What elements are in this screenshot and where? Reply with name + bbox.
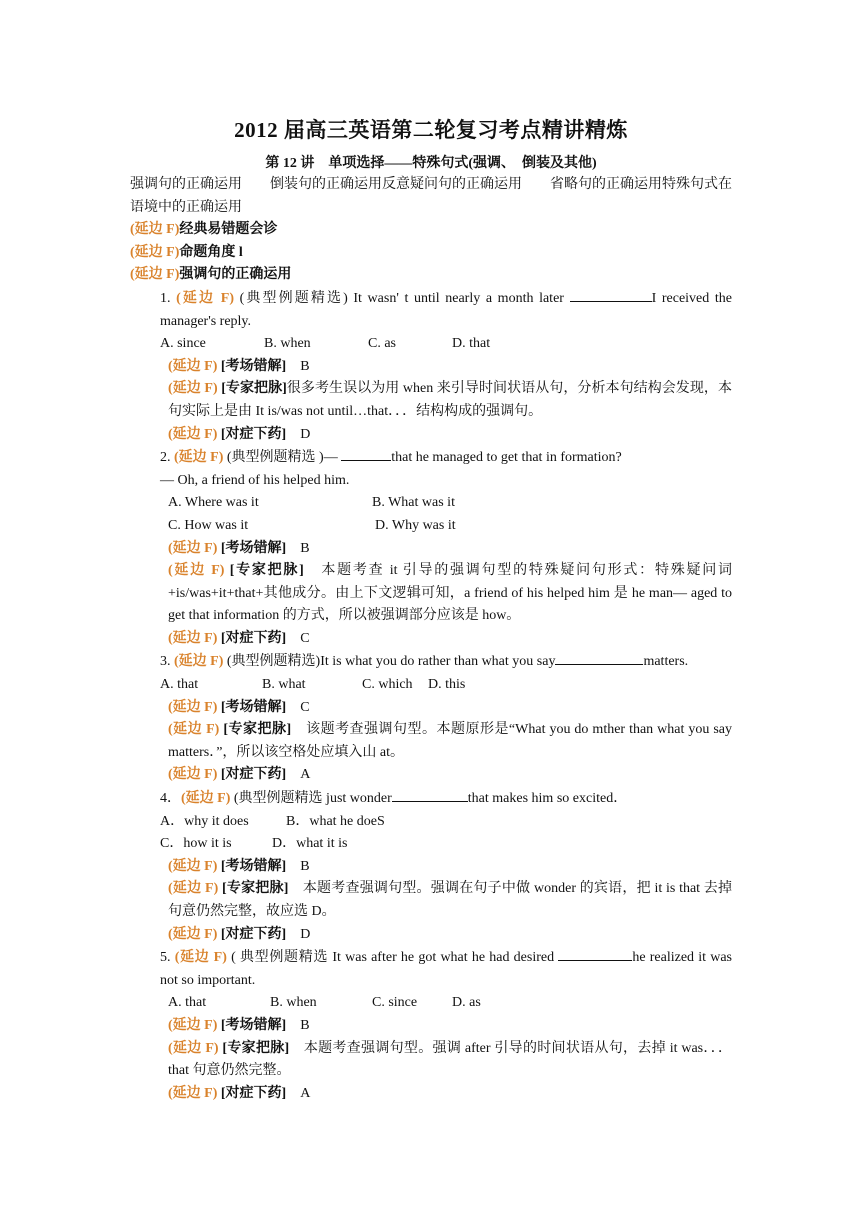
- question-2-stem: 2. (延边 F) (典型例题精选 )— that he managed to get that in formation?: [130, 446, 732, 470]
- answer-blank: [555, 650, 643, 665]
- question-5-answer: (延边 F) [对症下药] A: [168, 1085, 311, 1101]
- question-1-stem: 1. (延边 F) (典型例题精选) It wasn' t until nearly a month later I received the manager's reply.: [130, 287, 732, 333]
- lecture-subtitle: 第 12 讲 单项选择——特殊句式(强调、 倒装及其他): [265, 156, 597, 171]
- question-3-answer: (延边 F) [对症下药] A: [168, 767, 311, 783]
- question-4-options-row-1: A．why it does B．what he doeS: [160, 813, 385, 829]
- question-1-error: (延边 F) [考场错解] B: [168, 358, 310, 374]
- question-5-expert: (延边 F) [专家把脉] 本题考查强调句型。强调 after 引导的时间状语从句，去掉 it was．．．that 句意仍然完整。: [168, 1040, 733, 1079]
- question-5-error: (延边 F) [考场错解] B: [168, 1017, 310, 1033]
- question-1-expert: (延边 F) [专家把脉]很多考生误以为用 when 来引导时间状语从句，分析本句结构会发现，本句实际上是由 It is/was not until…that．．．结构构成的强调句。: [168, 381, 732, 419]
- answer-blank: [341, 446, 391, 461]
- question-3-options: A. that B. what C. which D. this: [160, 677, 466, 693]
- question-4-error: (延边 F) [考场错解] B: [168, 858, 310, 874]
- answer-blank: [558, 946, 632, 961]
- question-3-error: (延边 F) [考场错解] C: [168, 699, 310, 715]
- answer-blank: [392, 787, 468, 802]
- question-4-options-row-2: C．how it is D．what it is: [160, 836, 348, 852]
- question-1-answer: (延边 F) [对症下药] D: [168, 426, 311, 442]
- question-2-answer: (延边 F) [对症下药] C: [168, 630, 310, 646]
- question-5-options: A. that B. when C. since D. as: [168, 995, 481, 1011]
- question-5-stem: 5. (延边 F) ( 典型例题精选 It was after he got what he had desired he realized it was not so important.: [130, 946, 732, 992]
- question-1-options: A. since B. when C. as D. that: [160, 336, 491, 352]
- section-heading-classic: (延边 F)经典易错题会诊: [130, 222, 278, 238]
- source-tag: (延边 F): [130, 267, 180, 283]
- question-2-options-row-2: C. How was it D. Why was it: [168, 517, 456, 533]
- question-4-stem: 4．(延边 F) (典型例题精选 just wonder that makes him so excited．: [130, 787, 732, 811]
- question-3-expert: (延边 F) [专家把脉] 该题考查强调句型。本题原形是“What you do mther than what you say matters．”，所以该空格处应填入山 at。: [168, 722, 733, 760]
- section-heading-emphasis: (延边 F)强调句的正确运用: [130, 267, 292, 283]
- question-2-options-row-1: A. Where was it B. What was it: [168, 495, 455, 511]
- question-3-stem: 3. (延边 F) (典型例题精选)It is what you do rather than what you say matters.: [130, 650, 732, 674]
- intro-paragraph: 强调句的正确运用 倒装句的正确运用反意疑问句的正确运用 省略句的正确运用特殊句式在语境中的正确运用: [130, 177, 732, 215]
- section-heading-angle: (延边 F)命题角度 l: [130, 244, 243, 260]
- document-title: 2012 届高三英语第二轮复习考点精讲精炼: [234, 118, 628, 142]
- question-2-reply: — Oh, a friend of his helped him.: [160, 472, 350, 488]
- question-4-answer: (延边 F) [对症下药] D: [168, 926, 311, 942]
- source-tag: (延边 F): [130, 222, 180, 238]
- question-2-error: (延边 F) [考场错解] B: [168, 540, 310, 556]
- question-2-expert: (延边 F) [专家把脉] 本题考查 it 引导的强调句型的特殊疑问句形式：特殊疑问词+is/was+it+that+其他成分。由上下文逻辑可知，a friend of his helped him 是 he man— aged to get that information 的方式，所以被强调部分应该是 how。: [168, 563, 732, 624]
- document-body: [130, 174, 732, 1105]
- question-4-expert: (延边 F) [专家把脉] 本题考查强调句型。强调在句子中做 wonder 的宾语，把 it is that 去掉句意仍然完整，故应选 D。: [168, 881, 732, 919]
- source-tag: (延边 F): [130, 244, 180, 260]
- answer-blank: [570, 287, 652, 302]
